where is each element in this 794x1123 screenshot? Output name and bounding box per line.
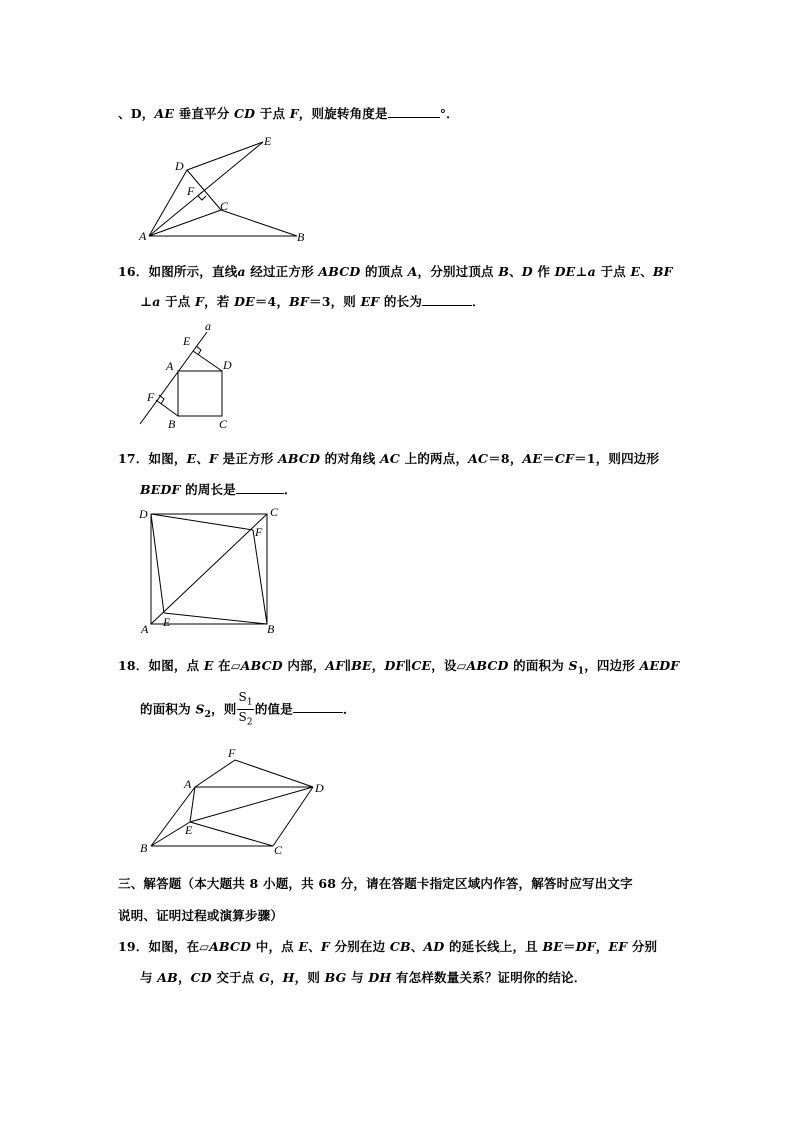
label-E: E: [264, 134, 272, 148]
label-F: F: [228, 746, 236, 760]
q17-line-2: BEDF 的周长是 ．: [140, 482, 297, 497]
label-A: A: [141, 622, 149, 636]
label-A: A: [184, 777, 192, 791]
q18-line-2: 的面积为 $S_2$，则 $\frac{S_1}{S_2}$ 的值是 ．: [140, 690, 356, 728]
q16-line-2: ⊥a 于点 F，若 DE＝4，BF＝3，则 EF 的长为 ．: [140, 294, 485, 309]
label-B: B: [168, 417, 176, 431]
q19-line-2: 与 AB，CD 交于点 G，H，则 BG 与 DH 有怎样数量关系？证明你的结论．: [140, 970, 587, 985]
label-B: B: [297, 230, 305, 244]
label-E: E: [163, 615, 171, 629]
label-C: C: [219, 417, 228, 431]
label-D: D: [139, 507, 148, 521]
label-E: E: [185, 823, 193, 837]
q15-text-e: °．: [439, 106, 459, 121]
label-A: A: [166, 359, 174, 373]
label-C: C: [270, 505, 279, 519]
seg-FD: [235, 760, 313, 787]
section3-heading-line-2: 说明、证明过程或演算步骤）: [118, 908, 284, 923]
label-F: F: [187, 184, 195, 198]
label-a: a: [205, 319, 211, 333]
label-D: D: [315, 781, 324, 795]
label-F: F: [255, 525, 263, 539]
label-D: D: [175, 159, 184, 173]
q15-text-d: ，则旋转角度是: [298, 106, 388, 121]
seg-ED: [190, 787, 313, 822]
label-F: F: [147, 390, 155, 404]
label-E: E: [183, 334, 191, 348]
q15-var-ae: AE: [154, 106, 175, 121]
q15-text-c: 于点: [255, 106, 290, 121]
q15-var-f: F: [289, 106, 299, 121]
label-C: C: [220, 199, 229, 213]
q15-var-cd: CD: [234, 106, 256, 121]
seg-AF: [195, 760, 235, 787]
label-C: C: [274, 843, 283, 857]
q16-line-1: 16．如图所示，直线a 经过正方形 ABCD 的顶点 A，分别过顶点 B、D 作 DE⊥a 于点 E、BF: [118, 264, 673, 279]
q15-text-b: 垂直平分: [174, 106, 234, 121]
seg-CD: [273, 787, 313, 846]
seg-EC: [190, 822, 273, 846]
q17-line-1: 17．如图，E、F 是正方形 ABCD 的对角线 AC 上的两点，AC＝8，AE＝CF＝1，则四边形: [118, 451, 660, 466]
label-A: A: [139, 229, 147, 243]
label-D: D: [223, 358, 232, 372]
q15-text-a: 、D，: [118, 106, 155, 121]
seg-AB: [151, 787, 195, 846]
section3-heading-line-1: 三、解答题（本大题共 8 小题，共 68 分，请在答题卡指定区域内作答，解答时应写出文字: [118, 876, 633, 891]
label-B: B: [140, 841, 148, 855]
fraction-S1-over-S2: $\frac{S_1}{S_2}$: [238, 690, 253, 728]
q19-line-1: 19．如图，在▱ABCD 中，点 E、F 分别在边 CB、AD 的延长线上，且 BE＝DF，EF 分别: [118, 939, 658, 954]
label-B: B: [267, 622, 275, 636]
q18-line-1: 18．如图，点 E 在▱ABCD 内部，AF∥BE，DF∥CE，设▱ABCD 的面积为 $S_1$，四边形 AEDF: [118, 658, 680, 677]
